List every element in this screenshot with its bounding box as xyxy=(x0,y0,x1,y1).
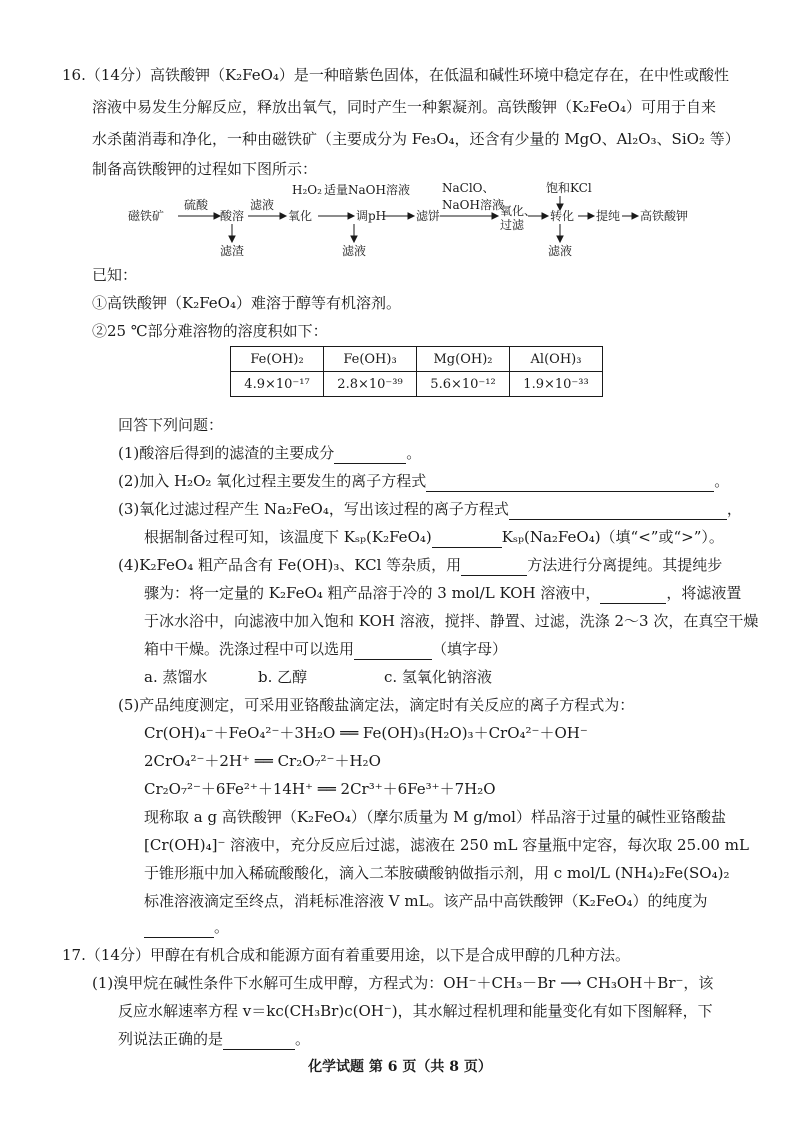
option-b: b. 乙醇 xyxy=(258,668,308,686)
answer-blank[interactable] xyxy=(223,1033,295,1050)
flow-step-oxidize: 氧化 xyxy=(288,209,313,223)
known-1: ①高铁酸钾（K₂FeO₄）难溶于醇等有机溶剂。 xyxy=(92,294,401,312)
flow-reagent-naoh-2: NaOH溶液 xyxy=(442,198,504,212)
flow-filtrate-out-1: 滤液 xyxy=(342,244,367,258)
q16-line-2: 溶液中易发生分解反应，释放出氧气，同时产生一种絮凝剂。高铁酸钾（K₂FeO₄）可用于自来 xyxy=(92,98,716,116)
option-a: a. 蒸馏水 xyxy=(144,668,208,686)
part-3a: (3)氧化过滤过程产生 Na₂FeO₄，写出该过程的离子方程式 ， xyxy=(118,500,742,518)
ksp-value-row xyxy=(231,372,603,397)
flow-end-product: 高铁酸钾 xyxy=(640,209,689,223)
ksp-value-cell: 2.8×10⁻³⁹ xyxy=(324,372,417,397)
ksp-value-cell: 4.9×10⁻¹⁷ xyxy=(231,372,324,397)
flow-step-adjust-ph: 调pH xyxy=(356,209,387,223)
flow-step-filter-cake: 滤饼 xyxy=(416,209,441,223)
answer-blank[interactable] xyxy=(426,475,714,492)
ksp-value-cell: 5.6×10⁻¹² xyxy=(417,372,510,397)
part-4b: 骤为：将一定量的 K₂FeO₄ 粗产品溶于冷的 3 mol/L KOH 溶液中， ，将滤液置 xyxy=(144,584,742,602)
part-4c: 于冰水浴中，向滤液中加入饱和 KOH 溶液，搅拌、静置、过滤，洗涤 2～3 次，在真空干燥 xyxy=(144,612,759,630)
ksp-value-cell: 1.9×10⁻³³ xyxy=(510,372,603,397)
flow-reagent-naoh: 适量NaOH溶液 xyxy=(324,183,410,197)
flow-step-oxidize-filter-1: 氧化、 xyxy=(500,204,537,218)
part-4d: 箱中干燥。洗涤过程中可以选用 （填字母） xyxy=(144,640,508,658)
equation-3: Cr₂O₇²⁻＋6Fe²⁺＋14H⁺ ══ 2Cr³⁺＋6Fe³⁺＋7H₂O xyxy=(144,780,496,798)
process-flow-diagram xyxy=(128,178,728,258)
part-5: (5)产品纯度测定，可采用亚铬酸盐滴定法，滴定时有关反应的离子方程式为： xyxy=(118,696,635,714)
q17-line-3: 反应水解速率方程 v＝kc(CH₃Br)c(OH⁻)，其水解过程机理和能量变化有如下图解释，下 xyxy=(118,1002,713,1020)
flow-step-purify: 提纯 xyxy=(596,209,621,223)
q16-line-4: 制备高铁酸钾的过程如下图所示： xyxy=(92,160,318,178)
ksp-header-cell: Al(OH)₃ xyxy=(510,347,603,372)
part-2: (2)加入 H₂O₂ 氧化过程主要发生的离子方程式 。 xyxy=(118,472,730,490)
answer-blank[interactable] xyxy=(334,447,406,464)
part-5-text-1: 现称取 a g 高铁酸钾（K₂FeO₄）（摩尔质量为 M g/mol）样品溶于过量的碱性亚铬酸盐 xyxy=(144,808,726,826)
flow-reagent-kcl: 饱和KCl xyxy=(546,181,592,195)
part-5-text-3: 于锥形瓶中加入稀硫酸酸化，滴入二苯胺磺酸钠做指示剂，用 c mol/L (NH₄)₂Fe(SO₄)₂ xyxy=(144,864,730,882)
part-5-answer: 。 xyxy=(144,916,229,938)
page-footer: 化学试题 第 6 页（共 8 页） xyxy=(308,1059,492,1075)
part-5-text-2: [Cr(OH)₄]⁻ 溶液中，充分反应后过滤，滤液在 250 mL 容量瓶中定容，每次取 25.00 mL xyxy=(144,836,749,854)
q17-line-1: 17.（14分）甲醇在有机合成和能源方面有着重要用途，以下是合成甲醇的几种方法。 xyxy=(62,946,630,964)
part-4a: (4)K₂FeO₄ 粗产品含有 Fe(OH)₃、KCl 等杂质，用 方法进行分离提纯。其提纯步 xyxy=(118,556,723,574)
ksp-header-row xyxy=(231,347,603,372)
ksp-table xyxy=(230,346,603,397)
known-2: ②25 ℃部分难溶物的溶度积如下： xyxy=(92,322,328,340)
flow-step-convert: 转化 xyxy=(550,209,575,223)
option-c: c. 氢氧化钠溶液 xyxy=(384,668,492,686)
ksp-header-cell: Fe(OH)₃ xyxy=(324,347,417,372)
answer-blank[interactable] xyxy=(509,503,727,520)
part-3b: 根据制备过程可知，该温度下 Kₛₚ(K₂FeO₄) Kₛₚ(Na₂FeO₄)（填“<”或“>”）。 xyxy=(144,528,724,546)
known-title: 已知： xyxy=(92,266,138,284)
answer-blank[interactable] xyxy=(354,643,432,660)
flow-start: 磁铁矿 xyxy=(128,209,165,223)
answer-blank[interactable] xyxy=(144,921,214,938)
q16-line-3: 水杀菌消毒和净化，一种由磁铁矿（主要成分为 Fe₃O₄，还含有少量的 MgO、Al₂O₃、SiO₂ 等） xyxy=(92,130,740,148)
q17-line-2: (1)溴甲烷在碱性条件下水解可生成甲醇，方程式为：OH⁻＋CH₃－Br ⟶ CH₃OH＋Br⁻，该 xyxy=(92,974,714,992)
flow-filtrate-label: 滤液 xyxy=(250,198,275,212)
flow-reagent-h2o2: H₂O₂ xyxy=(292,183,322,197)
equation-2: 2CrO₄²⁻＋2H⁺ ══ Cr₂O₇²⁻＋H₂O xyxy=(144,752,381,770)
answer-prompt: 回答下列问题： xyxy=(118,416,224,434)
equation-1: Cr(OH)₄⁻＋FeO₄²⁻＋3H₂O ══ Fe(OH)₃(H₂O)₃＋CrO₄²⁻＋OH⁻ xyxy=(144,724,588,742)
answer-blank[interactable] xyxy=(600,587,666,604)
ksp-header-cell: Fe(OH)₂ xyxy=(231,347,324,372)
part-5-text-4: 标准溶液滴定至终点，消耗标准溶液 V mL。该产品中高铁酸钾（K₂FeO₄）的纯度为 xyxy=(144,892,708,910)
answer-blank[interactable] xyxy=(461,559,527,576)
flow-residue: 滤渣 xyxy=(220,244,245,258)
q17-line-4: 列说法正确的是 。 xyxy=(118,1030,311,1048)
flow-step-acid-dissolve: 酸溶 xyxy=(220,209,245,223)
q16-line-1: 16.（14分）高铁酸钾（K₂FeO₄）是一种暗紫色固体，在低温和碱性环境中稳定存在，在中性或酸性 xyxy=(62,66,729,84)
ksp-header-cell: Mg(OH)₂ xyxy=(417,347,510,372)
flow-step-oxidize-filter-2: 过滤 xyxy=(500,218,525,232)
flow-filtrate-out-2: 滤液 xyxy=(548,244,573,258)
answer-blank[interactable] xyxy=(432,531,502,548)
part-1: (1)酸溶后得到的滤渣的主要成分 。 xyxy=(118,444,422,462)
flow-add-acid: 硫酸 xyxy=(184,198,209,212)
flow-reagent-naclo: NaClO、 xyxy=(442,181,495,195)
